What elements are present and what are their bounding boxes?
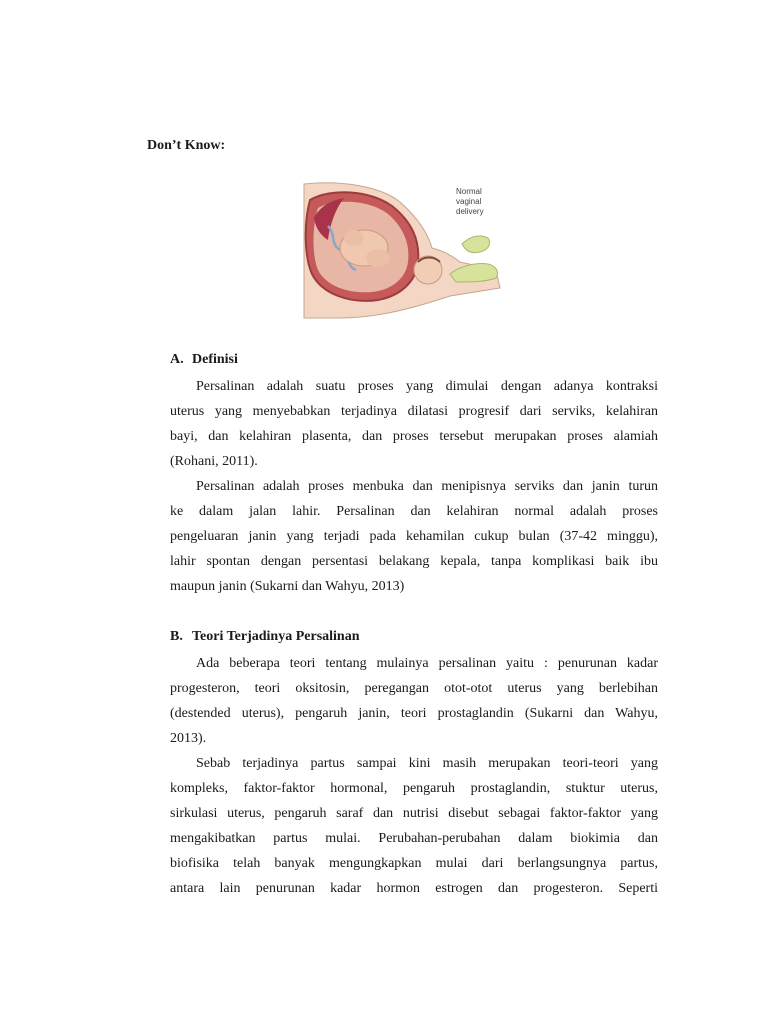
text-line: kompleks, faktor-faktor hormonal, pengaruh prostaglandin, stuktur uterus,	[170, 781, 658, 796]
text-line: pengeluaran janin yang terjadi pada kehamilan cukup bulan (37-42 minggu),	[170, 529, 658, 544]
section-a-letter: A.	[170, 352, 184, 367]
section-b-paragraph-2	[170, 751, 658, 901]
section-a-heading	[170, 352, 238, 368]
figure-caption-line-3: delivery	[456, 207, 484, 216]
text-line: (destended uterus), pengaruh janin, teori prostaglandin (Sukarni dan Wahyu,	[170, 706, 658, 721]
section-a-title: Definisi	[192, 352, 238, 367]
text-line: Persalinan adalah suatu proses yang dimulai dengan adanya kontraksi	[196, 379, 658, 394]
text-line: maupun janin (Sukarni dan Wahyu, 2013)	[170, 579, 405, 594]
text-line: bayi, dan kelahiran plasenta, dan proses tersebut merupakan proses alamiah	[170, 429, 658, 444]
text-line: mengakibatkan partus mulai. Perubahan-perubahan dalam biokimia dan	[170, 831, 658, 846]
section-b-letter: B.	[170, 629, 183, 644]
text-line: Sebab terjadinya partus sampai kini masih merupakan teori-teori yang	[196, 756, 658, 771]
text-line: sirkulasi uterus, pengaruh saraf dan nutrisi disebut sebagai faktor-faktor yang	[170, 806, 658, 821]
text-line: Ada beberapa teori tentang mulainya persalinan yaitu : penurunan kadar	[196, 656, 658, 671]
text-line: biofisika telah banyak mengungkapkan mulai dari berlangsungnya partus,	[170, 856, 658, 871]
top-heading: Don’t Know:	[147, 138, 226, 153]
figure-caption-line-1: Normal	[456, 187, 482, 196]
text-line: antara lain penurunan kadar hormon estrogen dan progesteron. Seperti	[170, 881, 658, 896]
section-b-paragraph-1	[170, 651, 658, 751]
text-line: (Rohani, 2011).	[170, 454, 258, 469]
text-line: uterus yang menyebabkan terjadinya dilatasi progresif dari serviks, kelahiran	[170, 404, 658, 419]
section-a-paragraph-2	[170, 474, 658, 599]
figure-caption-line-2: vaginal	[456, 197, 482, 206]
text-line: Persalinan adalah proses menbuka dan menipisnya serviks dan janin turun	[196, 479, 658, 494]
text-line: lahir spontan dengan persentasi belakang kepala, tanpa komplikasi baik ibu	[170, 554, 658, 569]
section-a-paragraph-1	[170, 374, 658, 474]
text-line: progesteron, teori oksitosin, peregangan otot-otot uterus yang berlebihan	[170, 681, 658, 696]
section-b-heading	[170, 629, 360, 645]
section-b-title: Teori Terjadinya Persalinan	[192, 629, 360, 644]
text-line: ke dalam jalan lahir. Persalinan dan kelahiran normal adalah proses	[170, 504, 658, 519]
text-line: 2013).	[170, 731, 207, 746]
birth-illustration	[300, 178, 506, 322]
